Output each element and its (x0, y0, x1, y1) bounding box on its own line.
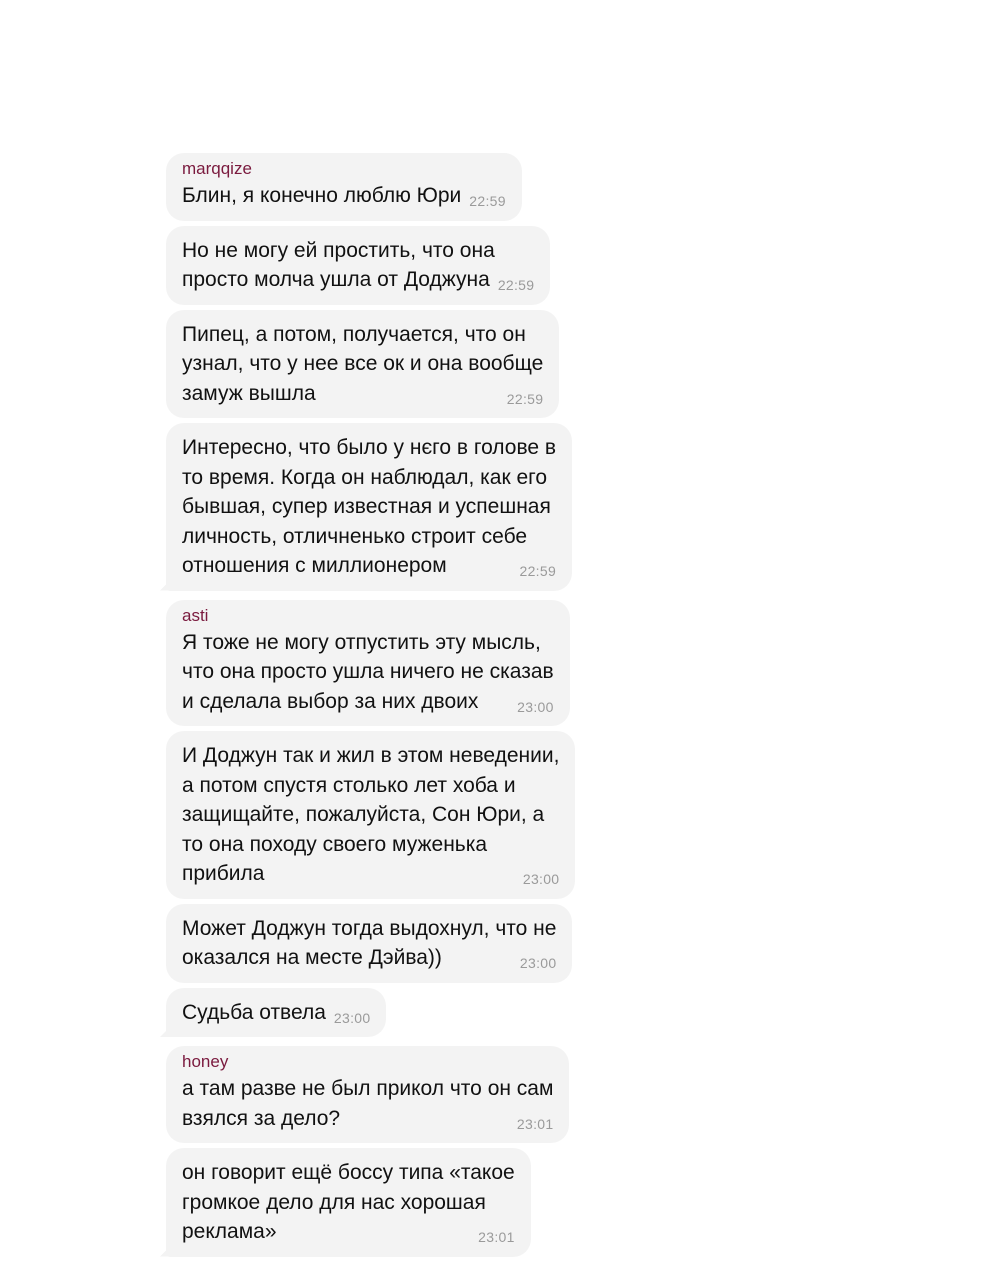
message-bubble[interactable] (166, 226, 550, 305)
message-text: Пипец, а потом, получается, что он узнал, что у нее все ок и она вообще замуж вышла (182, 322, 544, 405)
sender-name[interactable]: marqqize (182, 159, 252, 178)
message-text: Блин, я конечно люблю Юри (182, 184, 462, 207)
message-text: а там разве не был прикол что он сам взялся за дело? (182, 1077, 554, 1130)
message-time: 22:59 (519, 563, 557, 579)
message-text: И Доджун так и жил в этом неведении, а потом спустя столько лет хоба и защищайте, пожалуйста, Сон Юри, а то она походу своего муженька прибила (182, 744, 560, 885)
message-bubble[interactable] (166, 904, 572, 983)
sender-name[interactable]: honey (182, 1052, 229, 1071)
message-text: Я тоже не могу отпустить эту мысль, что она просто ушла ничего не сказав и сделала выбор за них двоих (182, 630, 554, 713)
message-bubble[interactable] (166, 153, 522, 221)
message-time: 22:59 (497, 277, 535, 293)
message-time: 23:00 (333, 1009, 371, 1026)
message-time: 23:00 (519, 955, 557, 971)
message-time: 23:01 (478, 1229, 515, 1245)
message-time: 22:59 (506, 390, 544, 407)
message-text: Может Доджун тогда выдохнул, что не оказался на месте Дэйва)) (182, 916, 557, 969)
message-time: 23:00 (522, 871, 560, 887)
message-time: 23:00 (517, 698, 554, 715)
chat-message-list (166, 153, 646, 1262)
message-bubble[interactable] (166, 600, 570, 727)
sender-name[interactable]: asti (182, 605, 209, 625)
message-bubble[interactable] (166, 731, 575, 899)
message-bubble[interactable] (166, 1148, 531, 1257)
message-text: Судьба отвела (182, 1000, 326, 1024)
message-text: он говорит ещё боссу типа «такое громкое дело для нас хорошая реклама» (182, 1161, 515, 1243)
message-text: Интересно, что было у нєго в голове в то время. Когда он наблюдал, как его бывшая, супер известная и успешная личность, отличненько строит себе отношения с миллионером (182, 436, 557, 577)
message-bubble[interactable] (166, 1046, 569, 1143)
message-bubble[interactable] (166, 988, 386, 1038)
message-text: Но не могу ей простить, что она просто молча ушла от Доджуна (182, 238, 495, 291)
message-group-gap (166, 596, 646, 600)
message-time: 23:01 (516, 1115, 554, 1132)
message-time: 22:59 (469, 193, 506, 209)
message-bubble[interactable] (166, 310, 559, 419)
message-bubble[interactable] (166, 423, 572, 591)
